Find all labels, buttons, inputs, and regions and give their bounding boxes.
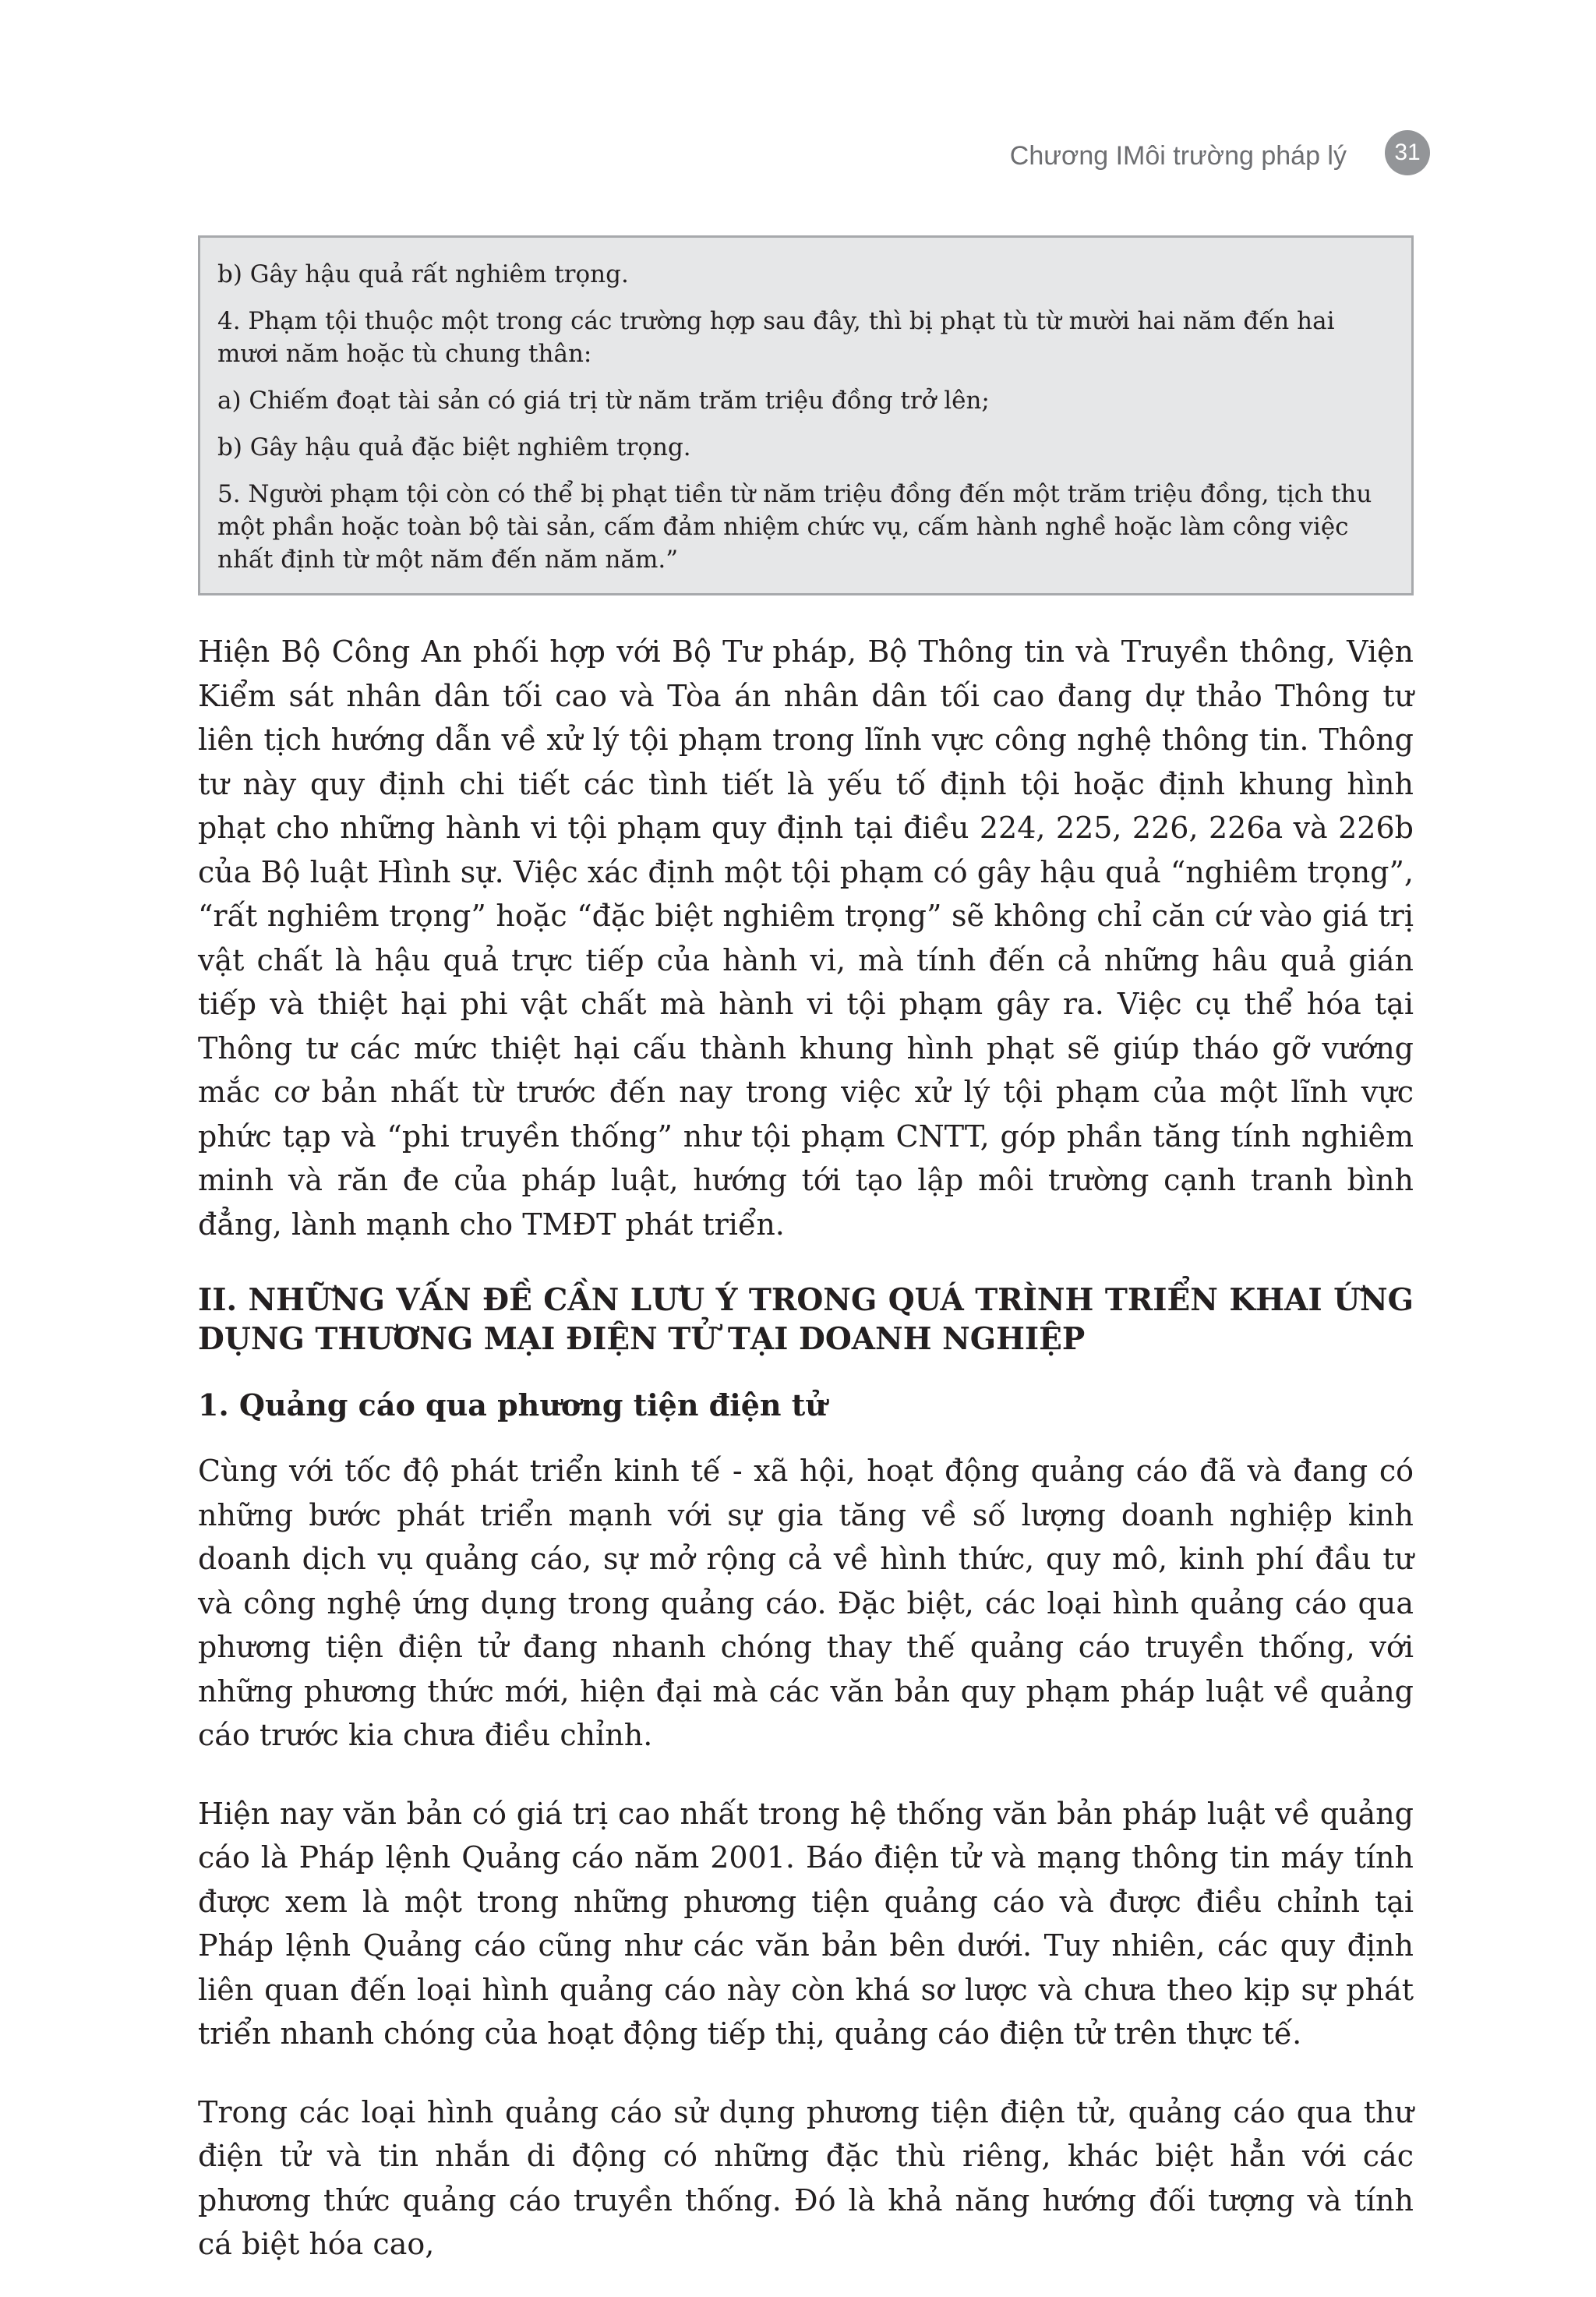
page-number-badge [1385,130,1430,175]
legal-quote-box [198,235,1414,595]
quote-line: 5. Người phạm tội còn có thể bị phạt tiền từ năm triệu đồng đến một trăm triệu đồng, tịch thu một phần hoặc toàn bộ tài sản, cấm đảm nhiệm chức vụ, cấm hành nghề hoặc làm công việc nhất định từ một năm đến năm năm.” [217,480,1372,574]
sub-heading: 1. Quảng cáo qua phương tiện điện tử [198,1387,827,1422]
quote-line: b) Gây hậu quả rất nghiêm trọng. [217,260,629,288]
quote-line: a) Chiếm đoạt tài sản có giá trị từ năm trăm triệu đồng trở lên; [217,387,990,415]
body-paragraph: Cùng với tốc độ phát triển kinh tế - xã hội, hoạt động quảng cáo đã và đang có những bước phát triển mạnh với sự gia tăng về số lượng doanh nghiệp kinh doanh dịch vụ quảng cáo, sự mở rộng cả về hình thức, quy mô, kinh phí đầu tư và công nghệ ứng dụng trong quảng cáo. Đặc biệt, các loại hình quảng cáo qua phương tiện điện tử đang nhanh chóng thay thế quảng cáo truyền thống, với những phương thức mới, hiện đại mà các văn bản quy phạm pháp luật về quảng cáo trước kia chưa điều chỉnh. [198,1454,1414,1752]
quote-line: b) Gây hậu quả đặc biệt nghiêm trọng. [217,433,691,461]
body-paragraph: Hiện nay văn bản có giá trị cao nhất trong hệ thống văn bản pháp luật về quảng cáo là Pháp lệnh Quảng cáo năm 2001. Báo điện tử và mạng thông tin máy tính được xem là một trong những phương tiện quảng cáo và được điều chỉnh tại Pháp lệnh Quảng cáo cũng như các văn bản bên dưới. Tuy nhiên, các quy định liên quan đến loại hình quảng cáo này còn khá sơ lược và chưa theo kịp sự phát triển nhanh chóng của hoạt động tiếp thị, quảng cáo điện tử trên thực tế. [198,1796,1414,2051]
chapter-label: Chương I [1009,140,1124,171]
section-heading: II. NHỮNG VẤN ĐỀ CẦN LƯU Ý TRONG QUÁ TRÌNH TRIỂN KHAI ỨNG DỤNG THƯƠNG MẠI ĐIỆN TỬ TẠI DOANH NGHIỆP [198,1282,1414,1357]
quote-line: 4. Phạm tội thuộc một trong các trường hợp sau đây, thì bị phạt tù từ mười hai năm đến hai mươi năm hoặc tù chung thân: [217,307,1335,368]
main-content [198,630,1414,2297]
running-header [1010,133,1347,179]
section-label: Môi trường pháp lý [1123,140,1347,171]
body-paragraph: Trong các loại hình quảng cáo sử dụng phương tiện điện tử, quảng cáo qua thư điện tử và tin nhắn di động có những đặc thù riêng, khác biệt hẳn với các phương thức quảng cáo truyền thống. Đó là khả năng hướng đối tượng và tính cá biệt hóa cao, [198,2094,1414,2261]
body-paragraph: Hiện Bộ Công An phối hợp với Bộ Tư pháp, Bộ Thông tin và Truyền thông, Viện Kiểm sát nhân dân tối cao và Tòa án nhân dân tối cao đang dự thảo Thông tư liên tịch hướng dẫn về xử lý tội phạm trong lĩnh vực công nghệ thông tin. Thông tư này quy định chi tiết các tình tiết là yếu tố định tội hoặc định khung hình phạt cho những hành vi tội phạm quy định tại điều 224, 225, 226, 226a và 226b của Bộ luật Hình sự. Việc xác định một tội phạm có gây hậu quả “nghiêm trọng”, “rất nghiêm trọng” hoặc “đặc biệt nghiêm trọng” sẽ không chỉ căn cứ vào giá trị vật chất là hậu quả trực tiếp của hành vi, mà tính đến cả những hâu quả gián tiếp và thiệt hại phi vật chất mà hành vi tội phạm gây ra. Việc cụ thể hóa tại Thông tư các mức thiệt hại cấu thành khung hình phạt sẽ giúp tháo gỡ vướng mắc cơ bản nhất từ trước đến nay trong việc xử lý tội phạm của một lĩnh vực phức tạp và “phi truyền thống” như tội phạm CNTT, góp phần tăng tính nghiêm minh và răn đe của pháp luật, hướng tới tạo lập môi trường cạnh tranh bình đẳng, lành mạnh cho TMĐT phát triển. [198,634,1414,1242]
page-number: 31 [1394,140,1421,165]
